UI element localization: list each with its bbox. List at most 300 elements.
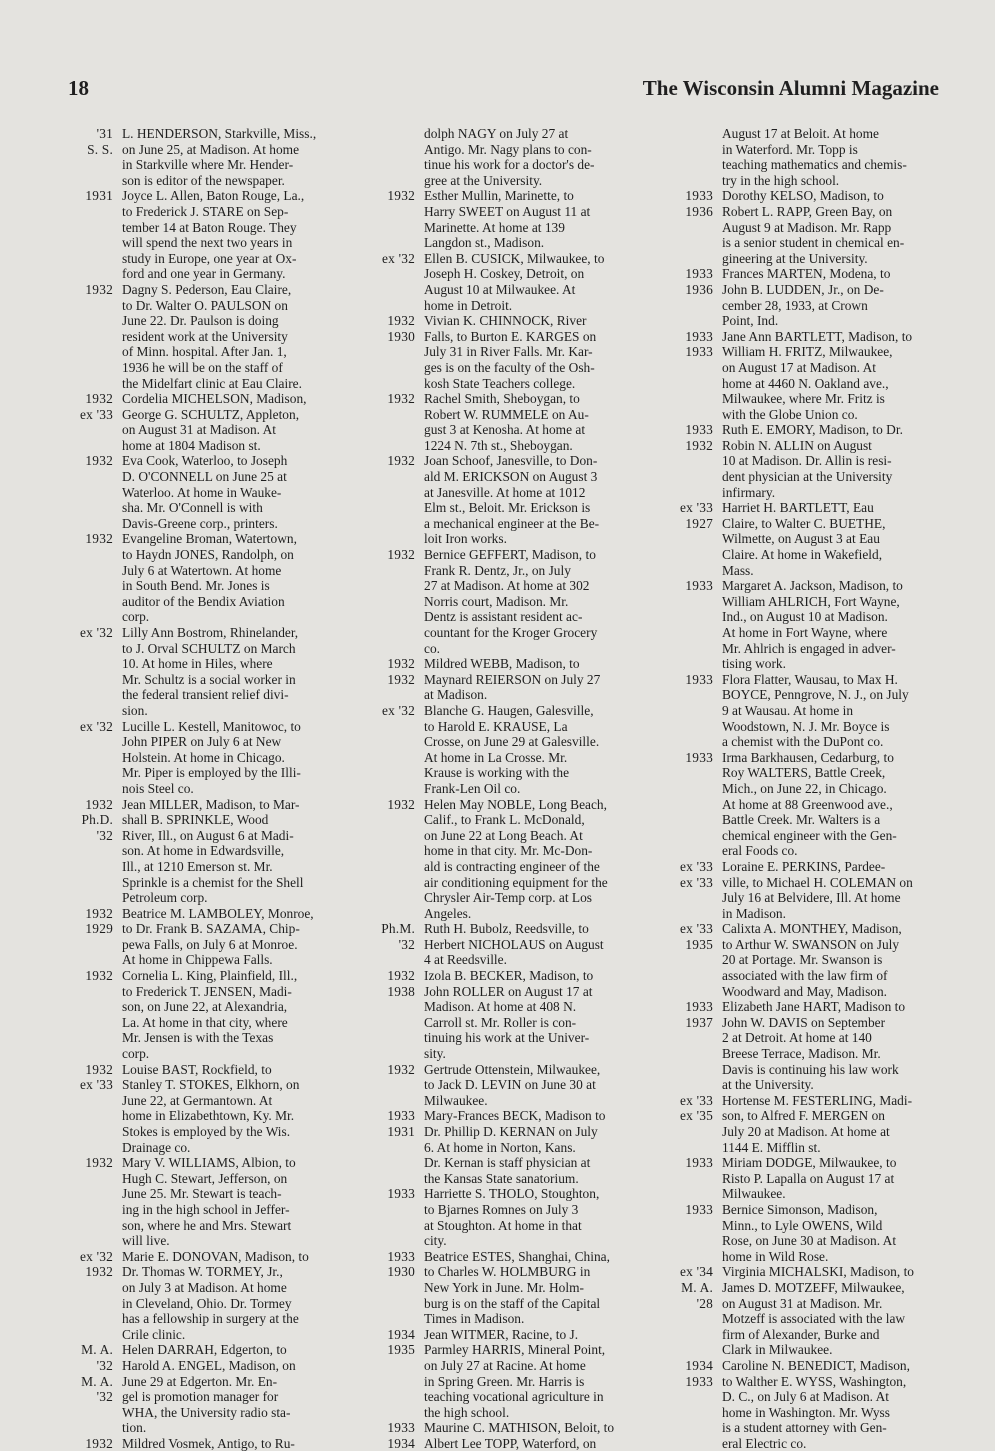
text-line: home at 4460 N. Oakland ave.,	[722, 375, 889, 391]
class-year: 1930	[387, 1264, 415, 1280]
text-line: Bernice GEFFERT, Madison, to	[424, 547, 596, 563]
text-line: son. At home in Edwardsville,	[122, 843, 285, 859]
text-line: nois Steel co.	[122, 780, 194, 796]
text-line: with the Globe Union co.	[722, 406, 858, 422]
text-line: Langdon st., Madison.	[424, 235, 545, 251]
class-year: 1933	[387, 1248, 415, 1264]
text-line: Virginia MICHALSKI, Madison, to	[722, 1264, 914, 1280]
text-line: June 25. Mr. Stewart is teach-	[122, 1186, 282, 1202]
text-line: 2 at Detroit. At home at 140	[722, 1030, 872, 1046]
text-line: eral Foods co.	[722, 843, 798, 859]
text-line: July 31 in River Falls. Mr. Kar-	[424, 344, 593, 360]
announcement-text	[424, 1420, 642, 1451]
class-years	[60, 625, 113, 719]
class-year: 1932	[387, 391, 415, 407]
text-line: gust 3 at Kenosha. At home at	[424, 422, 586, 438]
text-line: Mich., on June 22, in Chicago.	[722, 780, 887, 796]
wedding-announcement	[660, 921, 942, 999]
text-line: on June 22 at Long Beach. At	[424, 827, 583, 843]
text-line: Izola B. BECKER, Madison, to	[424, 968, 594, 984]
announcement-text	[722, 126, 942, 188]
class-years	[60, 1249, 113, 1343]
wedding-announcement	[362, 1327, 642, 1421]
class-years	[362, 251, 415, 313]
text-line: Petroleum corp.	[122, 890, 208, 906]
announcement-text	[122, 968, 343, 1062]
wedding-announcement	[362, 251, 642, 313]
text-line: Marinette. At home at 139	[424, 219, 565, 235]
class-year: 1933	[685, 1155, 713, 1171]
class-year: 1932	[387, 968, 415, 984]
text-line: son is editor of the newspaper.	[122, 172, 285, 188]
text-line: to Jack D. LEVIN on June 30 at	[424, 1077, 596, 1093]
text-line: John ROLLER on August 17 at	[424, 983, 593, 999]
class-years	[660, 422, 713, 500]
announcement-text	[424, 126, 642, 188]
text-line: Mildred Vosmek, Antigo, to Ru-	[122, 1435, 295, 1451]
text-line: Risto P. Lapalla on August 17 at	[722, 1170, 895, 1186]
text-line: Herbert NICHOLAUS on August	[424, 936, 604, 952]
text-line: Crile clinic.	[122, 1326, 186, 1342]
text-line: Milwaukee.	[722, 1186, 786, 1202]
text-line: Angeles.	[424, 905, 472, 921]
wedding-announcement	[660, 1202, 942, 1264]
wedding-announcement	[362, 547, 642, 656]
announcement-text	[424, 391, 642, 453]
text-line: New York in June. Mr. Holm-	[424, 1279, 584, 1295]
wedding-announcement	[60, 1436, 343, 1451]
text-line: Rachel Smith, Sheboygan, to	[424, 391, 580, 407]
text-line: James D. MOTZEFF, Milwaukee,	[722, 1279, 905, 1295]
wedding-announcement	[660, 126, 942, 188]
class-year: 1933	[685, 344, 713, 360]
text-line: on August 31 at Madison. Mr.	[722, 1295, 883, 1311]
announcement-text	[424, 188, 642, 250]
text-line: tinuing his work at the Univer-	[424, 1030, 590, 1046]
announcement-text	[122, 1155, 343, 1249]
wedding-announcement	[362, 126, 642, 188]
text-line: At home in Chippewa Falls.	[122, 952, 273, 968]
text-line: Times in Madison.	[424, 1311, 525, 1327]
text-line: ford and one year in Germany.	[122, 266, 286, 282]
class-years	[60, 391, 113, 453]
text-line: teaching vocational agriculture in	[424, 1389, 604, 1405]
text-line: Stokes is employed by the Wis.	[122, 1124, 291, 1139]
class-years	[660, 1264, 713, 1358]
text-line: John W. DAVIS on September	[722, 1014, 886, 1030]
text-line: June 29 at Edgerton. Mr. En-	[122, 1373, 278, 1389]
text-line: Dr. Thomas W. TORMEY, Jr.,	[122, 1264, 283, 1280]
class-years	[660, 859, 713, 921]
class-year: ex '34	[680, 1264, 713, 1280]
magazine-title: The Wisconsin Alumni Magazine	[642, 76, 939, 100]
text-line: gree at the University.	[424, 172, 543, 188]
class-year: '28	[696, 1295, 713, 1311]
text-line: Marie E. DONOVAN, Madison, to	[122, 1248, 309, 1264]
text-line: tinue his work for a doctor's de-	[424, 157, 595, 173]
wedding-announcement	[362, 656, 642, 703]
text-line: 1224 N. 7th st., Sheboygan.	[424, 437, 573, 453]
class-years	[60, 1062, 113, 1156]
text-line: Elizabeth Jane HART, Madison to	[722, 999, 906, 1015]
column-3	[660, 126, 942, 1451]
class-years	[60, 126, 113, 188]
text-line: on July 27 at Racine. At home	[424, 1357, 586, 1373]
text-line: ville, to Michael H. COLEMAN on	[722, 874, 913, 890]
text-line: the Midelfart clinic at Eau Claire.	[122, 375, 302, 391]
announcement-text	[722, 266, 942, 328]
class-year: 1932	[85, 1264, 113, 1280]
text-line: Hugh C. Stewart, Jefferson, on	[122, 1170, 288, 1186]
text-line: a mechanical engineer at the Be-	[424, 515, 600, 531]
class-year: 1929	[85, 921, 113, 937]
wedding-announcement	[60, 625, 343, 719]
text-line: Davis-Greene corp., printers.	[122, 515, 278, 531]
text-line: Mr. Piper is employed by the Illi-	[122, 765, 301, 781]
text-line: D. C., on July 6 at Madison. At	[722, 1389, 890, 1405]
class-years	[362, 797, 415, 922]
class-year: 1933	[685, 1373, 713, 1389]
text-line: to Frederick J. STARE on Sep-	[122, 203, 289, 219]
wedding-announcement	[60, 188, 343, 282]
text-line: River, Ill., on August 6 at Madi-	[122, 827, 294, 843]
wedding-announcement	[60, 968, 343, 1062]
text-line: Maynard REIERSON on July 27	[424, 671, 601, 687]
text-line: Clark in Milwaukee.	[722, 1342, 833, 1358]
class-year: 1938	[387, 983, 415, 999]
class-year: ex '33	[680, 921, 713, 937]
text-line: June 22, at Germantown. At	[122, 1092, 273, 1108]
text-line: 1144 E. Mifflin st.	[722, 1139, 821, 1155]
class-year: ex '32	[80, 718, 113, 734]
class-year: 1932	[387, 313, 415, 329]
class-year: 1933	[387, 1420, 415, 1436]
text-line: infirmary.	[722, 484, 776, 500]
text-line: William AHLRICH, Fort Wayne,	[722, 593, 900, 609]
text-line: Claire. At home in Wakefield,	[722, 547, 883, 563]
wedding-announcement	[660, 1093, 942, 1155]
class-year: 1933	[387, 1108, 415, 1124]
class-year: '32	[96, 827, 113, 843]
text-line: Joyce L. Allen, Baton Rouge, La.,	[122, 188, 305, 204]
announcement-text	[122, 906, 343, 968]
class-years	[660, 1358, 713, 1451]
text-line: Esther Mullin, Marinette, to	[424, 188, 574, 204]
text-line: Calif., to Frank L. McDonald,	[424, 812, 585, 828]
class-year: Ph.D.	[81, 812, 113, 828]
announcement-text	[122, 188, 343, 282]
wedding-announcement	[60, 453, 343, 531]
text-line: Gertrude Ottenstein, Milwaukee,	[424, 1061, 601, 1077]
class-years	[660, 750, 713, 859]
wedding-announcement	[660, 1264, 942, 1358]
text-line: Antigo. Mr. Nagy plans to con-	[424, 141, 592, 157]
class-year: '32	[398, 936, 415, 952]
text-line: loit Iron works.	[424, 531, 507, 547]
wedding-announcement	[660, 266, 942, 328]
text-line: Point, Ind.	[722, 313, 779, 329]
wedding-announcement	[60, 1155, 343, 1249]
text-line: ges is on the faculty of the Osh-	[424, 359, 595, 375]
text-line: At home in La Crosse. Mr.	[424, 749, 568, 765]
class-year: 1936	[685, 203, 713, 219]
class-year: 1932	[387, 188, 415, 204]
text-line: study in Europe, one year at Ox-	[122, 250, 297, 266]
text-line: gineering at the University.	[722, 250, 868, 266]
text-line: L. HENDERSON, Starkville, Miss.,	[122, 126, 317, 141]
text-line: to Dr. Frank B. SAZAMA, Chip-	[122, 921, 300, 937]
text-line: is a student attorney with Gen-	[722, 1420, 887, 1436]
text-line: Mr. Schultz is a social worker in	[122, 671, 296, 687]
announcement-text	[424, 703, 642, 797]
text-line: home in that city. Mr. Mc-Don-	[424, 843, 593, 859]
text-line: to Dr. Walter O. PAULSON on	[122, 297, 288, 313]
announcement-text	[722, 500, 942, 578]
announcement-text	[122, 797, 343, 906]
class-years	[362, 547, 415, 656]
text-line: Mr. Ahlrich is engaged in adver-	[722, 640, 896, 656]
text-line: Roy WALTERS, Battle Creek,	[722, 765, 886, 781]
class-year: 1935	[387, 1342, 415, 1358]
wedding-announcement	[362, 1420, 642, 1451]
text-line: at Madison.	[424, 687, 488, 703]
text-line: Jean WITMER, Racine, to J.	[424, 1326, 579, 1342]
text-line: Mildred WEBB, Madison, to	[424, 656, 580, 672]
class-year: ex '33	[680, 858, 713, 874]
class-years	[362, 1249, 415, 1327]
wedding-announcement	[60, 906, 343, 968]
class-years	[362, 1327, 415, 1421]
text-line: Margaret A. Jackson, Madison, to	[722, 578, 903, 594]
class-year: 1933	[685, 578, 713, 594]
class-years	[362, 1186, 415, 1248]
text-line: Bernice Simonson, Madison,	[722, 1201, 878, 1217]
wedding-announcement	[362, 391, 642, 453]
wedding-announcement	[362, 1108, 642, 1186]
text-line: Claire, to Walter C. BUETHE,	[722, 515, 886, 531]
text-line: 6. At home in Norton, Kans.	[424, 1139, 576, 1155]
text-line: in Madison.	[722, 905, 786, 921]
class-years	[362, 391, 415, 453]
class-years	[660, 1155, 713, 1202]
text-line: Chrysler Air-Temp corp. at Los	[424, 890, 592, 906]
text-line: corp.	[122, 609, 150, 625]
wedding-announcement	[362, 313, 642, 391]
announcement-text	[122, 126, 343, 188]
text-line: chemical engineer with the Gen-	[722, 827, 897, 843]
text-line: BOYCE, Penngrove, N. J., on July	[722, 687, 909, 703]
announcement-text	[722, 422, 942, 500]
text-line: eral Electric co.	[722, 1435, 807, 1451]
text-line: Albert Lee TOPP, Waterford, on	[424, 1435, 597, 1451]
text-line: Robin N. ALLIN on August	[722, 437, 872, 453]
text-line: firm of Alexander, Burke and	[722, 1326, 880, 1342]
text-line: July 16 at Belvidere, Ill. At home	[722, 890, 901, 906]
wedding-announcement	[660, 672, 942, 750]
wedding-announcement	[660, 500, 942, 578]
text-line: to Haydn JONES, Randolph, on	[122, 547, 294, 563]
text-line: in Waterford. Mr. Topp is	[722, 141, 858, 157]
announcement-text	[722, 1202, 942, 1264]
text-line: Crosse, on June 29 at Galesville.	[424, 734, 600, 750]
text-line: home in Wild Rose.	[722, 1248, 829, 1264]
text-line: tember 14 at Baton Rouge. They	[122, 219, 297, 235]
text-line: is a senior student in chemical en-	[722, 235, 905, 251]
class-years	[60, 188, 113, 282]
text-line: Lucille L. Kestell, Manitowoc, to	[122, 718, 301, 734]
wedding-announcement	[660, 329, 942, 423]
text-line: air conditioning equipment for the	[424, 874, 608, 890]
text-line: to Bjarnes Romnes on July 3	[424, 1201, 579, 1217]
text-line: Louise BAST, Rockfield, to	[122, 1061, 272, 1077]
text-line: Stanley T. STOKES, Elkhorn, on	[122, 1077, 300, 1093]
text-line: Loraine E. PERKINS, Pardee-	[722, 858, 886, 874]
text-line: Holstein. At home in Chicago.	[122, 749, 285, 765]
text-line: Rose, on June 30 at Madison. At	[722, 1233, 897, 1249]
text-line: Ind., on August 10 at Madison.	[722, 609, 888, 625]
announcement-text	[424, 453, 642, 547]
text-line: George G. SCHULTZ, Appleton,	[122, 406, 300, 422]
wedding-announcement	[362, 453, 642, 547]
text-line: Robert W. RUMMELE on Au-	[424, 406, 589, 422]
text-line: in South Bend. Mr. Jones is	[122, 578, 270, 594]
wedding-announcement	[60, 797, 343, 906]
class-year: 1935	[685, 936, 713, 952]
text-line: home in Elizabethtown, Ky. Mr.	[122, 1108, 295, 1124]
text-line: Robert L. RAPP, Green Bay, on	[722, 203, 893, 219]
announcement-text	[424, 1108, 642, 1186]
text-line: co.	[424, 640, 440, 656]
class-year: ex '32	[382, 250, 415, 266]
announcement-text	[722, 921, 942, 999]
announcement-text	[722, 1358, 942, 1451]
announcement-text	[424, 797, 642, 922]
text-line: city.	[424, 1233, 447, 1249]
class-year: 1932	[85, 531, 113, 547]
text-line: 9 at Wausau. At home in	[722, 702, 854, 718]
announcement-text	[424, 547, 642, 656]
text-line: countant for the Kroger Grocery	[424, 625, 598, 640]
class-year: M. A.	[81, 1342, 113, 1358]
text-line: kosh State Teachers college.	[424, 375, 576, 391]
class-years	[60, 797, 113, 906]
text-line: teaching mathematics and chemis-	[722, 157, 907, 173]
text-line: on July 3 at Madison. At home	[122, 1279, 287, 1295]
text-line: Hortense M. FESTERLING, Madi-	[722, 1092, 913, 1108]
text-line: corp.	[122, 1046, 150, 1062]
text-line: Jean MILLER, Madison, to Mar-	[122, 796, 300, 812]
class-years	[362, 968, 415, 1062]
text-line: auditor of the Bendix Aviation	[122, 593, 285, 609]
class-years	[362, 313, 415, 391]
text-line: Breese Terrace, Madison. Mr.	[722, 1046, 881, 1062]
class-years	[660, 126, 713, 188]
wedding-announcement	[362, 797, 642, 922]
class-year: 1933	[685, 749, 713, 765]
text-line: Ill., at 1210 Emerson st. Mr.	[122, 858, 273, 874]
text-line: Cordelia MICHELSON, Madison,	[122, 391, 307, 407]
text-line: shall B. SPRINKLE, Wood	[122, 812, 269, 828]
wedding-announcement	[362, 1186, 642, 1248]
class-years	[60, 906, 113, 968]
text-line: Norris court, Madison. Mr.	[424, 593, 569, 609]
text-line: Miriam DODGE, Milwaukee, to	[722, 1155, 897, 1171]
class-years	[660, 500, 713, 578]
class-year: 1933	[387, 1186, 415, 1202]
announcement-text	[722, 578, 942, 672]
text-line: La. At home in that city, where	[122, 1014, 288, 1030]
class-years	[60, 453, 113, 531]
text-line: Ruth H. Bubolz, Reedsville, to	[424, 921, 589, 937]
wedding-announcement	[60, 1249, 343, 1343]
class-year: '31	[96, 126, 113, 141]
text-line: Calixta A. MONTHEY, Madison,	[722, 921, 902, 937]
class-years	[362, 1420, 415, 1451]
class-years	[60, 282, 113, 391]
announcement-text	[424, 251, 642, 313]
column-1	[60, 126, 343, 1451]
text-line: Elm st., Beloit. Mr. Erickson is	[424, 500, 591, 516]
text-line: Harold A. ENGEL, Madison, on	[122, 1357, 296, 1373]
text-line: cember 28, 1933, at Crown	[722, 297, 868, 313]
text-line: on August 17 at Madison. At	[722, 359, 876, 375]
class-year: 1931	[85, 188, 113, 204]
class-year: 1932	[387, 547, 415, 563]
announcement-text	[122, 719, 343, 797]
wedding-announcement	[660, 750, 942, 859]
text-line: home in Washington. Mr. Wyss	[722, 1404, 890, 1420]
text-line: 20 at Portage. Mr. Swanson is	[722, 952, 883, 968]
text-line: 4 at Reedsville.	[424, 952, 507, 968]
wedding-announcement	[660, 578, 942, 672]
text-line: Battle Creek. Mr. Walters is a	[722, 812, 881, 828]
wedding-announcement	[362, 968, 642, 1062]
class-year: ex '33	[680, 1092, 713, 1108]
class-year: 1932	[85, 1435, 113, 1451]
class-year: 1932	[387, 1061, 415, 1077]
class-years	[362, 921, 415, 968]
text-line: the Kansas State sanatorium.	[424, 1170, 579, 1186]
text-line: gel is promotion manager for	[122, 1389, 279, 1405]
text-line: to Arthur W. SWANSON on July	[722, 936, 900, 952]
text-line: at Stoughton. At home in that	[424, 1217, 582, 1233]
text-line: Irma Barkhausen, Cedarburg, to	[722, 749, 894, 765]
text-line: in Spring Green. Mr. Harris is	[424, 1373, 585, 1389]
announcement-text	[722, 859, 942, 921]
announcement-text	[122, 1436, 343, 1451]
class-years	[660, 329, 713, 423]
class-year: ex '32	[382, 702, 415, 718]
text-line: to Frederick T. JENSEN, Madi-	[122, 983, 292, 999]
announcement-text	[122, 1249, 343, 1343]
text-line: At home at 88 Greenwood ave.,	[722, 796, 893, 812]
text-line: dolph NAGY on July 27 at	[424, 126, 569, 141]
text-line: Dorothy KELSO, Madison, to	[722, 188, 884, 204]
text-line: burg is on the staff of the Capital	[424, 1295, 601, 1311]
wedding-announcement	[362, 703, 642, 797]
class-year: 1932	[85, 905, 113, 921]
wedding-announcement	[660, 188, 942, 266]
text-line: Drainage co.	[122, 1139, 191, 1155]
announcement-text	[424, 1186, 642, 1248]
class-year: 1933	[685, 671, 713, 687]
text-line: Falls, to Burton E. KARGES on	[424, 328, 597, 344]
class-year: Ph.M.	[381, 921, 415, 937]
wedding-announcement	[362, 1062, 642, 1109]
wedding-announcement	[60, 719, 343, 797]
text-line: Wilmette, on August 3 at Eau	[722, 531, 880, 547]
announcement-text	[424, 313, 642, 391]
